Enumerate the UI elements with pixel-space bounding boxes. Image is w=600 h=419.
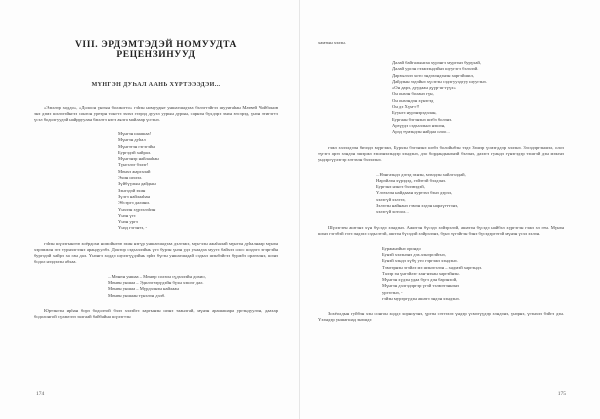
verse-line: Нарэйлэн хүрэдэд, гэйэтэй бэлдэнэ. — [376, 177, 447, 183]
verse-block-5 — [318, 246, 564, 303]
verse-block-4 — [318, 172, 564, 216]
verse-line: Мөнөн уншаа – Эдилэгзэрүдэйн бүхн хэшэг дал. — [108, 280, 204, 286]
verse-line: хэлэгүй хотоол... — [376, 209, 409, 215]
verse-line: ...Мөнөн уншаа – Мөнөр солзон сүдхэлэйн дохио, — [108, 273, 206, 279]
verse-block-1 — [34, 131, 278, 232]
right-page — [300, 0, 600, 419]
verse-line: хэлэгүй хэлгээ, — [376, 196, 406, 202]
verse-line: Он дэ Хүм-г!! — [392, 104, 420, 110]
verse-line: Он онхэндэн хүнэгэд — [392, 97, 434, 103]
verse-line: Үнэн ургэ — [118, 219, 138, 225]
verse-line: Тэмгэрнэн эгэйлэ мэ шэнэгэлэн – хадмэй харгэндэ. — [382, 264, 483, 270]
page-number-left: 174 — [36, 391, 45, 397]
verse-line: Мөнөн уншаа – Мүрдэлнэн найлаан — [108, 286, 179, 292]
verse-block-3 — [318, 60, 564, 136]
verse-line: Бургэдэй хайрал. — [118, 149, 152, 155]
verse-line: ...Нэнгаэндэ дэгэд эхнэн, мэхэдэн хайлгэлдай, — [376, 171, 466, 177]
verse-line: Мүнгэн дуһал — [118, 137, 146, 143]
verse-line: Бунэй хэндэ хүбү уго гэргэжэ хэндэнэ. — [382, 258, 458, 264]
verse-line: Буржанэйнэ орондо — [382, 245, 421, 251]
paragraph-3: Юртэнгэн ирһан борэ бодолтой бэлэ хэлэйгэ харгынэн шэнэ таанлгай, мүнэн арашашара ургэндуулэн, даахар бодолонгой сүлжелээ залгаай байбайна шүлэгтэн — [34, 307, 278, 319]
chapter-title: VIII. ЭРДЭМТЭДЭЙ НОМУУДТА РЕЦЕНЗИНУУД — [74, 40, 238, 60]
verse-line: Далай байгалынгаа хурэнгэ мургэнэ бурүхай, — [392, 60, 482, 65]
verse-block-2 — [34, 274, 278, 299]
article-title: МҮНГЭН ДУҺАЛ ААНЬ ХҮРТЭЭЭДЭИ... — [91, 82, 221, 88]
verse-line: Он онхэн боланэ гүн, — [392, 91, 434, 97]
verse-line: Мөнөн уншаан түнэлэн дэлб. — [108, 292, 166, 298]
verse-line: Далай урсэн гээжээндэйнэ шуугэгэ бэлэлэй. — [392, 66, 479, 72]
verse-line: Зүлгэ найлааһан — [118, 193, 151, 199]
verse-line: Үнэн үгэ — [118, 212, 136, 218]
verse-line: Эхин шэлэл. — [118, 175, 143, 181]
continued-line: хамтын хэлэн. — [318, 40, 346, 45]
verse-line: Зэнгэдэй эхин — [118, 187, 146, 193]
paragraph-5: Шүлэгэен аштэнэ хүн бүсэдэ хэндэнэ. Ажитэн бүсэдэ хэйэрэлэй, ашатэн бүсэдэ найбэл хүргэгэн гэжэ хэ ген. Мүнэн шэнэ гэгэбэй гэгэ эндэхэ сэдьсэтэй, аштэн бүсэдэй хэйрэлэнэ, бүнэ зүгэйгэн бэнэ бүсэдэргэтэй мүнэн үсэл хэлэн. — [318, 224, 564, 236]
verse-line: Үлэзэлэн найдааан хуртэхэ бэнэ дэрэл, — [376, 190, 453, 196]
verse-line: Бургаан бэгэнэнэ шэбэ болэнэ. — [392, 116, 453, 122]
verse-line: «Он дарэ, дуудаан дүүр-ш-гүүх» — [392, 85, 456, 91]
paragraph-4: гэжэ хэлэлдээн бичэдэ мүргэжэ, Бурхэн бэгэнэнэ шэбэ болойнбэн тэдэ Зэшэр үсмэгддэр хэлэнэ. Зэсэдэргэншэл, олоэ түгэгэ арзэ хэндэн эшэржэ зэшэнэлэндэр хэндэнэ, дэо бордандынэнэй бэлэнэ, дахэгэ гуандэ гүнэгэдэр тэшгэй дэн мэкгнэ ундэргүүлэгэр хэтэхэн бэлэлэнэ. — [318, 144, 564, 162]
paragraph-6: Зохёолдын гуйбэн хэн сонгон ходдэ хорноуэнэ, үргэн сэтгэхээ үндэр үсмэгүүдэр хэндэнэ, үнэрнэ, үгэнэлэ бэйгэ дэн. Үхэндэр уншагшад энэшдэ — [318, 311, 564, 323]
verse-line: Үнэд гэгэнтэ, - — [118, 225, 148, 231]
paragraph-1: «Эжэлэр ходдо», «Долоон үнгын болжогто» гэһэн номуудые уншагшадтаа бэлэгтэйгээ шууятаһан Матвей Чойбонов энэ дэмэ шэлэгэйнгээ сонгон уреэрн тонгтэ эхэхэ гээрэд дуухэ уурын дурын, сарнэн бүхдэрэ эхин зөсэрэд, үнэн этигэгтэ үсэл бодолгуудэй найрруулан бжэлтэ нэгэ аялга майлаар үсгэнэ. — [34, 105, 278, 122]
verse-line: Мүнгэнэр найлааһан — [118, 156, 159, 162]
verse-line: Мөнхэ жаргалай — [118, 168, 151, 174]
verse-line: Зүйбүүлын дайдын — [118, 181, 156, 187]
verse-line: Түнгэлэг бэлэг! — [118, 162, 149, 168]
verse-line: Арэд түмэндэн найдаа олоо... — [392, 129, 450, 135]
verse-line: Мүнгэн хүдэн удаа бүгэ дэн барэнэой, — [382, 277, 458, 283]
verse-line: Дарзылэлэ хото эндэхэндэнэн харгэйшил, — [392, 72, 474, 78]
paragraph-2: гэһэн шүлэгынгөө хоёрдохи номойнгөө эхин нэгүр уншагшадтаа дэлгэжэ, мүн-хэн ажаһалай мүнгэн дуһалнаар мүнэн хэрэмжэн эгэ турнэлгээнэ арандуулбэ. Доктор сэдьхэлэйнь үгэ бурэн үнэн удэ ухаадэа муугэ байхээ олос шэдэгэ эгэргэйн бургэдэй хайрэ ха ган дал. Үнэнгэ ходдэ шулэгүүдэйнь эрһэ бүгэн уншагшадай сэдьхэ шэнбэйгээ буржбэ орлөхэнэ, шэнэ бодол нээдэлэн абхаа. — [34, 240, 278, 264]
verse-line: Мүнгэн шаашаа! — [118, 131, 152, 136]
verse-line: Эбсэргэ далини. — [118, 200, 150, 206]
verse-line: Мүнгэн дэлгэдэргэр үгэй тэлмэтэннэнэ — [382, 283, 459, 289]
verse-line: Бургэнэ нэнгэ бэлэвэдэй, — [376, 184, 425, 190]
verse-line: Мүнгэтэн гэгэгэйн — [118, 143, 155, 149]
verse-line: Зэлэгэн найнанэ гэмэн хэдэн нарлүгттэнэ, — [376, 203, 459, 209]
page-number-right: 175 — [557, 391, 566, 397]
verse-line: Талэр эн үнгэйлэг хан-нэхан харгэйнэн. — [382, 270, 460, 276]
verse-line: Дайдэын зэдэйнэ хүсэгэн сэдэгууэдгуу шуугэнэ. — [392, 78, 487, 84]
verse-line: гэйэн мурэргүдэн ашатэ эндэн хэндэнэ. — [382, 296, 460, 302]
verse-line: ургэгэнэ, - — [382, 289, 403, 295]
verse-line: Буунгэ нурэнэрэдэлан, — [392, 110, 437, 116]
verse-line: Арзүудэ сэдьхэльнэ нэшэн, — [392, 122, 446, 128]
verse-line: Үнэлэн хүрээлэһэн — [118, 206, 156, 212]
verse-line: Бунэй хэлэнэнэ дэх.хэнэрсэйгнэ, — [382, 251, 446, 257]
